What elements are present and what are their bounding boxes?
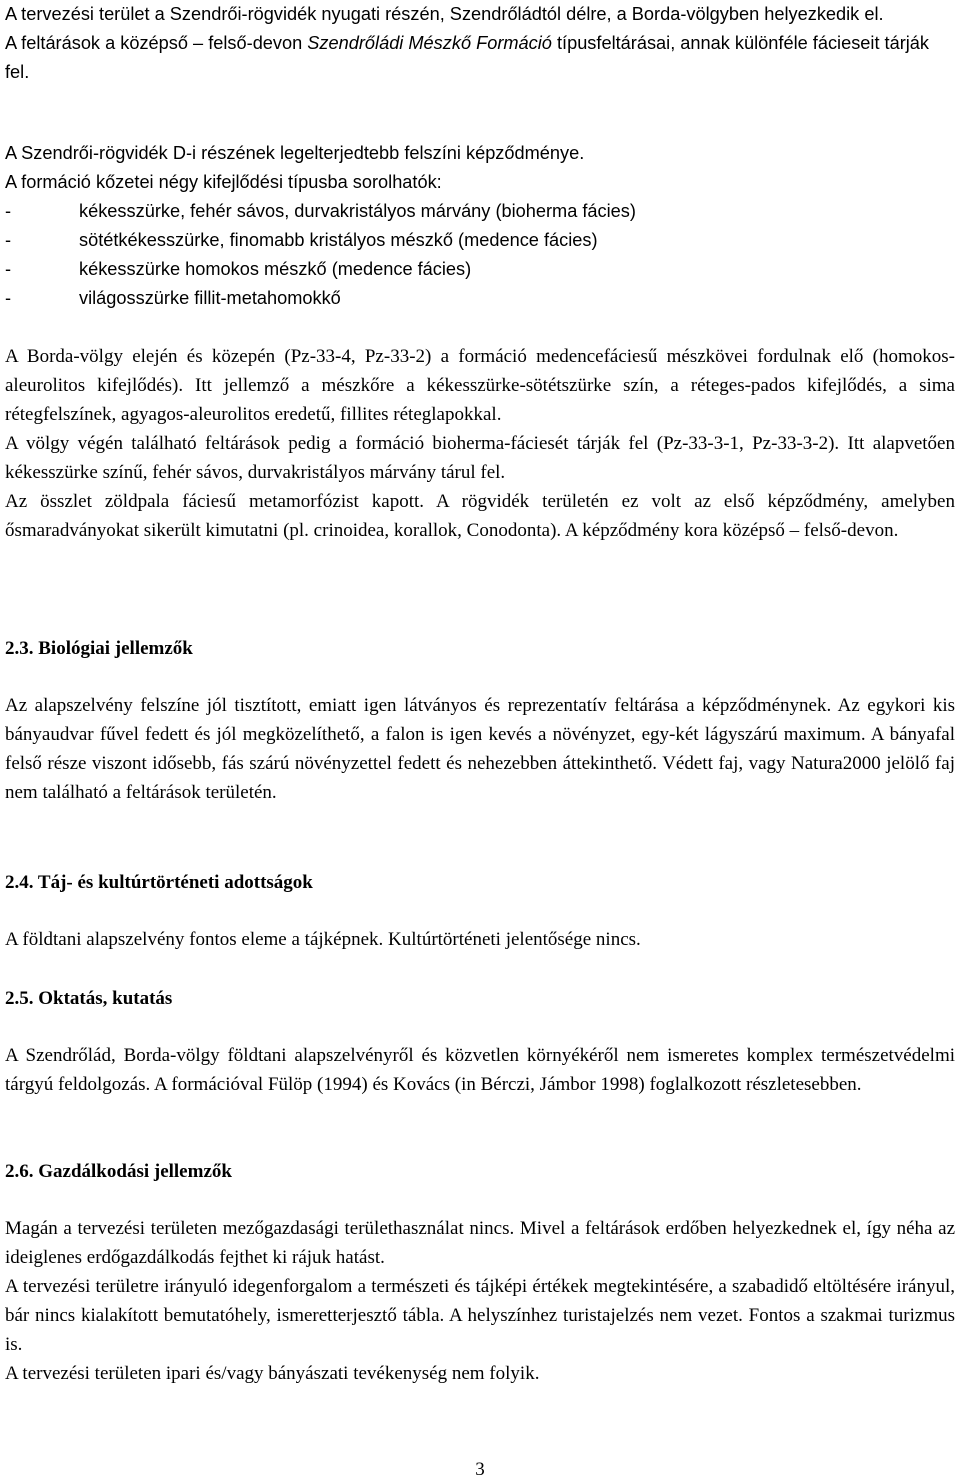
- list-dash: -: [5, 288, 12, 308]
- formation-types-list: [5, 197, 955, 313]
- list-item-text: sötétkékesszürke, finomabb kristályos mészkő (medence fácies): [79, 230, 598, 250]
- section-education: [5, 984, 955, 1099]
- section-number: 2.4.: [5, 872, 34, 893]
- formation-name: Szendrőládi Mészkő Formáció: [307, 33, 552, 53]
- page-number: 3: [475, 1459, 485, 1480]
- list-item-text: kékesszürke homokos mészkő (medence fácies): [79, 259, 472, 279]
- section-landscape: [5, 868, 955, 954]
- list-dash: -: [5, 259, 12, 279]
- section-number: 2.5.: [5, 988, 34, 1009]
- section-paragraph: A tervezési területre irányuló idegenforgalom a természeti és tájképi értékek megtekintésére, a szabadidő eltöltésére irányul, bár nincs kialakított bemutatóhely, ismeretterjesztő tábla. A helyszínhez turistajelzés nem vezet. Fontos a szakmai turizmus is.: [5, 1276, 955, 1355]
- borda-block: [5, 342, 955, 545]
- formation-types-intro: A formáció kőzetei négy kifejlődési típusba sorolhatók:: [5, 172, 442, 192]
- intro-paragraph-location: A tervezési terület a Szendrői-rögvidék nyugati részén, Szendrőládtól délre, a Borda-völgyben helyezkedik el.: [5, 4, 884, 24]
- section-paragraph: Az alapszelvény felszíne jól tisztított, emiatt igen látványos és reprezentatív feltárása a képződménynek. Az egykori kis bányaudvar fűvel fedett és jól megközelíthető, a falon is igen kevés a növényzet, egy-két lágyszárú maximum. A bányafal felső része viszont idősebb, fás szárú növényzettel fedett és nehezebben áttekinthető. Védett faj, vagy Natura2000 jelölő faj nem található a feltárások területén.: [5, 695, 955, 803]
- borda-paragraph-2: A völgy végén található feltárások pedig a formáció bioherma-fáciesét tárják fel (Pz-33-3-1, Pz-33-3-2). Itt alapvetően kékesszürke színű, fehér sávos, durvakristályos márvány tárul fel.: [5, 433, 955, 483]
- section-heading: [5, 868, 955, 897]
- formation-summary: A Szendrői-rögvidék D-i részének legelterjedtebb felszíni képződménye.: [5, 143, 585, 163]
- section-biology: [5, 634, 955, 807]
- section-title: Oktatás, kutatás: [38, 988, 173, 1009]
- section-heading: [5, 984, 955, 1013]
- borda-paragraph-3: Az összlet zöldpala fáciesű metamorfózist kapott. A rögvidék területén ez volt az első képződmény, amelyben ősmaradványokat sikerült kimutatni (pl. crinoidea, korallok, Conodonta). A képződmény kora középső – felső-devon.: [5, 491, 955, 541]
- section-number: 2.3.: [5, 638, 34, 659]
- document-page: [5, 0, 955, 1480]
- section-heading: [5, 1157, 955, 1186]
- intro-block: [5, 0, 955, 87]
- section-title: Biológiai jellemzők: [38, 638, 193, 659]
- section-economy: [5, 1157, 955, 1388]
- section-paragraph: Magán a tervezési területen mezőgazdasági területhasználat nincs. Mivel a feltárások erdőben helyezkednek el, így néha az ideiglenes erdőgazdálkodás fejthet ki rájuk hatást.: [5, 1218, 955, 1268]
- list-item-text: kékesszürke, fehér sávos, durvakristályos márvány (bioherma fácies): [79, 201, 636, 221]
- intro-text: A feltárások a középső – felső-devon: [5, 33, 308, 53]
- formation-block: [5, 139, 955, 313]
- section-heading: [5, 634, 955, 663]
- list-dash: -: [5, 201, 12, 221]
- intro-text-end: típusfeltárásai, annak különféle fácieseit tárják fel.: [5, 33, 930, 82]
- list-item: [5, 255, 955, 284]
- section-paragraph: A földtani alapszelvény fontos eleme a tájképnek. Kultúrtörténeti jelentősége nincs.: [5, 929, 641, 950]
- list-item-text: világosszürke fillit-metahomokkő: [79, 288, 341, 308]
- section-number: 2.6.: [5, 1161, 34, 1182]
- list-item: [5, 284, 955, 313]
- section-title: Táj- és kultúrtörténeti adottságok: [37, 872, 313, 893]
- section-paragraph: A Szendrőlád, Borda-völgy földtani alapszelvényről és közvetlen környékéről nem ismeretes komplex természetvédelmi tárgyú feldolgozás. A formációval Fülöp (1994) és Kovács (in Bérczi, Jámbor 1998) foglalkozott részletesebben.: [5, 1045, 955, 1095]
- borda-paragraph-1: A Borda-völgy elején és közepén (Pz-33-4, Pz-33-2) a formáció medencefáciesű mészkövei fordulnak elő (homokos-aleurolitos kifejlődés). Itt jellemző a mészkőre a kékesszürke-sötétszürke szín, a réteges-pados kifejlődés, a sima rétegfelszínek, agyagos-aleurolitos eredetű, fillites réteglapokkal.: [5, 346, 955, 425]
- section-title: Gazdálkodási jellemzők: [38, 1161, 232, 1182]
- list-item: [5, 197, 955, 226]
- section-paragraph: A tervezési területen ipari és/vagy bányászati tevékenység nem folyik.: [5, 1363, 540, 1384]
- list-dash: -: [5, 230, 12, 250]
- intro-paragraph-exposures: [5, 29, 955, 87]
- list-item: [5, 226, 955, 255]
